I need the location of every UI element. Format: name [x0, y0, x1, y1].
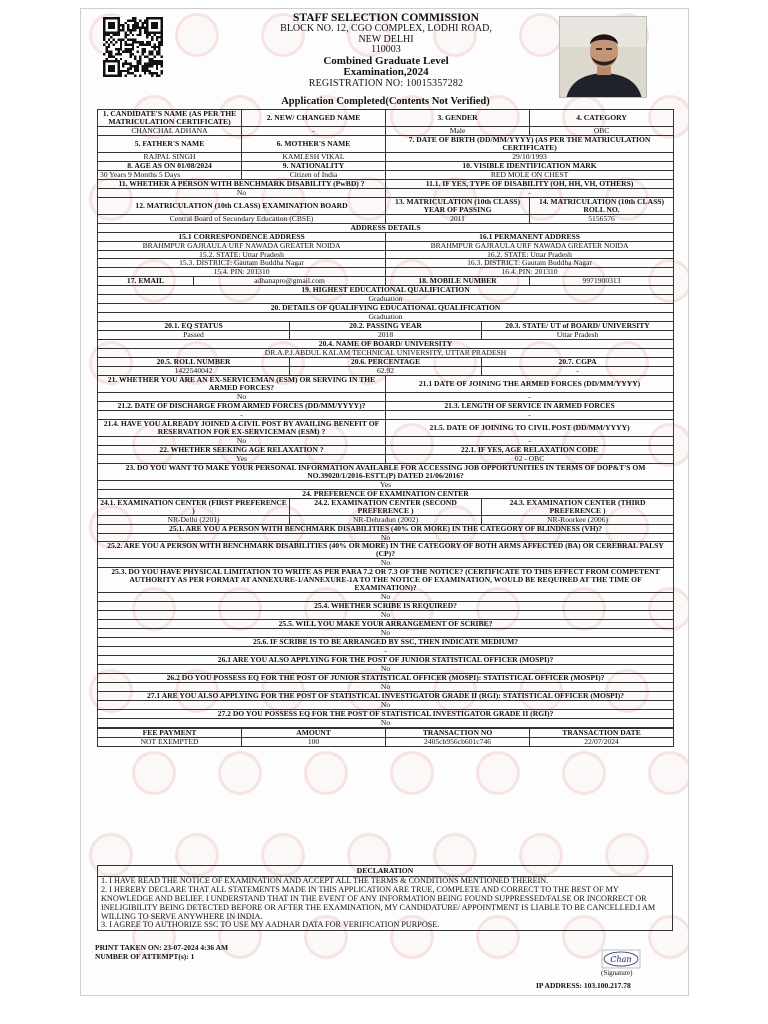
form-row: [98, 436, 674, 445]
field-value: -: [98, 410, 386, 419]
form-row: [98, 161, 674, 170]
field-label: FEE PAYMENT: [98, 728, 242, 737]
form-row: [98, 593, 674, 602]
field-label: 15.1 CORRESPONDENCE ADDRESS: [98, 232, 386, 241]
field-value: No: [98, 611, 674, 620]
address-line-2: NEW DELHI: [358, 33, 414, 45]
organization-name: STAFF SELECTION COMMISSION: [293, 12, 479, 24]
form-row: [98, 480, 674, 489]
form-row: [98, 214, 674, 223]
field-label: 9. NATIONALITY: [242, 161, 386, 170]
field-value: DR.A.P.J.ABDUL KALAM TECHNICAL UNIVERSITY, UTTAR PRADESH: [98, 349, 674, 358]
form-row: [98, 700, 674, 709]
form-row: [98, 463, 674, 480]
field-label: 24. PREFERENCE OF EXAMINATION CENTER: [98, 489, 674, 498]
form-row: [98, 542, 674, 559]
field-label: 20.6. PERCENTAGE: [290, 358, 482, 367]
field-value: Central Board of Secondary Education (CBSE): [98, 214, 386, 223]
form-row: [98, 718, 674, 727]
form-row: [98, 277, 674, 286]
field-label: 16.1 PERMANENT ADDRESS: [386, 232, 674, 241]
form-row: [98, 393, 674, 402]
field-value: 15.4. PIN: 201310: [98, 268, 386, 277]
field-value: -: [242, 126, 386, 135]
field-value: Graduation: [98, 313, 674, 322]
form-row: [98, 340, 674, 349]
form-row: [98, 410, 674, 419]
form-row: [98, 268, 674, 277]
form-row: [98, 682, 674, 691]
field-value: 29/10/1993: [386, 152, 674, 161]
form-row: [98, 524, 674, 533]
field-label: 27.1 ARE YOU ALSO APPLYING FOR THE POST OF STATISTICAL INVESTIGATOR GRADE II (RGI): STATISTICAL OFFICER (MOSPI)?: [98, 691, 674, 700]
field-value: KAMLESH VIKAL: [242, 152, 386, 161]
watermark-seal-icon: [132, 751, 176, 795]
form-row: [98, 568, 674, 593]
declaration-box: [97, 865, 673, 931]
form-row: [98, 322, 674, 331]
exam-name-line-2: Examination,2024: [343, 66, 429, 79]
form-row: [98, 358, 674, 367]
form-row: [98, 498, 674, 515]
print-footer: [95, 943, 228, 962]
field-value: NOT EXEMPTED: [98, 737, 242, 746]
field-value: adhanapro@gmail.com: [194, 277, 386, 286]
field-label: 14. MATRICULATION (10th CLASS) ROLL NO.: [530, 197, 674, 214]
declaration-point-2: 2. I HEREBY DECLARE THAT ALL STATEMENTS MADE IN THIS APPLICATION ARE TRUE, COMPLETE AND CORRECT TO THE BEST OF MY KNOWLEDGE AND BELIEF. I UNDERSTAND THAT IN THE EVENT OF ANY INFORMATION BEING FOUND SUPPRESSED/FALSE OR INCORRECT OR INELIGIBILITY BEING DETECTED BEFORE OR AFTER THE EXAMINATION, MY CANDIDATURE/ APPOINTMENT IS LIABLE TO BE CANCELLED.I AM WILLING TO SERVE ANYWHERE IN INDIA.: [101, 885, 656, 921]
field-label: 18. MOBILE NUMBER: [386, 277, 530, 286]
field-value: -: [386, 188, 674, 197]
signature-label: (Signature): [601, 969, 633, 977]
field-label: AMOUNT: [242, 728, 386, 737]
declaration-title: DECLARATION: [98, 866, 672, 877]
form-row: [98, 728, 674, 737]
field-label: 20.2. PASSING YEAR: [290, 322, 482, 331]
field-value: Yes: [98, 454, 386, 463]
form-row: [98, 419, 674, 436]
field-label: 21.5. DATE OF JOINING TO CIVIL POST (DD/MM/YYYY): [386, 419, 674, 436]
field-value: 5156576: [530, 214, 674, 223]
form-row: [98, 152, 674, 161]
form-row: [98, 376, 674, 393]
form-row: [98, 638, 674, 647]
field-value: 02 - OBC: [386, 454, 674, 463]
field-label: 4. CATEGORY: [530, 110, 674, 127]
field-value: 30 Years 9 Months 5 Days: [98, 170, 242, 179]
form-row: [98, 241, 674, 250]
field-value: 16.4. PIN: 201310: [386, 268, 674, 277]
field-label: 24.2. EXAMINATION CENTER (SECOND PREFERENCE ): [290, 498, 482, 515]
field-value: BRAHMPUR GAJRAULA URF NAWADA GREATER NOIDA: [98, 241, 386, 250]
field-value: Uttar Pradesh: [482, 331, 674, 340]
form-row: [98, 295, 674, 304]
application-details-table-wrapper: [97, 109, 673, 747]
address-line-1: BLOCK NO. 12, CGO COMPLEX, LODHI ROAD,: [280, 23, 492, 35]
form-row: [98, 401, 674, 410]
form-row: [98, 126, 674, 135]
field-label: 21.1 DATE OF JOINING THE ARMED FORCES (DD/MM/YYYY): [386, 376, 674, 393]
field-label: 20.1. EQ STATUS: [98, 322, 290, 331]
form-row: [98, 559, 674, 568]
field-value: 22/07/2024: [530, 737, 674, 746]
field-label: 3. GENDER: [386, 110, 530, 127]
field-label: 25.2. ARE YOU A PERSON WITH BENCHMARK DISABILITIES (40% OR MORE) IN THE CATEGORY OF BOTH ARMS AFFECTED (BA) OR CEREBRAL PALSY (CP)?: [98, 542, 674, 559]
field-value: NR-Roorkee (2006): [482, 515, 674, 524]
form-row: [98, 489, 674, 498]
registration-number: REGISTRATION NO: 10015357282: [308, 77, 464, 89]
qr-code-icon: [103, 17, 163, 77]
form-row: [98, 197, 674, 214]
form-row: [98, 232, 674, 241]
field-value: -: [482, 367, 674, 376]
form-row: [98, 665, 674, 674]
form-row: [98, 367, 674, 376]
application-form-page: [80, 8, 689, 996]
field-value: No: [98, 188, 386, 197]
application-details-table: [97, 109, 674, 747]
field-value: 2011: [386, 214, 530, 223]
field-value: Yes: [98, 480, 674, 489]
field-label: 17. EMAIL: [98, 277, 194, 286]
field-label: 25.3. DO YOU HAVE PHYSICAL LIMITATION TO WRITE AS PER PARA 7.2 OR 7.3 OF THE NOTICE? (CERTIFICATE TO THIS EFFECT FROM COMPETENT AUTHORITY AS PER FORMAT AT ANNEXURE-1/ANNEXURE-1A TO THE NOTICE OF EXAMINATION, WOULD BE REQUIRED AT THE TIME OF EXAMINATION)?: [98, 568, 674, 593]
field-label: 25.5. WILL YOU MAKE YOUR ARRANGEMENT OF SCRIBE?: [98, 620, 674, 629]
field-label: 23. DO YOU WANT TO MAKE YOUR PERSONAL INFORMATION AVAILABLE FOR ACCESSING JOB OPPORTUNITIES IN TERMS OF DOP&T'S OM NO.39020/1/2016-ESTT.(P) DATED 21/06/2016?: [98, 463, 674, 480]
field-label: 20.7. CGPA: [482, 358, 674, 367]
field-value: -: [386, 410, 674, 419]
watermark-seal-icon: [648, 751, 689, 795]
field-label: 7. DATE OF BIRTH (DD/MM/YYYY) (AS PER THE MATRICULATION CERTIFICATE): [386, 135, 674, 152]
field-value: No: [98, 393, 386, 402]
field-label: 8. AGE AS ON 01/08/2024: [98, 161, 242, 170]
field-value: OBC: [530, 126, 674, 135]
field-value: No: [98, 436, 386, 445]
field-label: 12. MATRICULATION (10th CLASS) EXAMINATION BOARD: [98, 197, 386, 214]
field-label: 27.2 DO YOU POSSESS EQ FOR THE POST OF STATISTICAL INVESTIGATOR GRADE II (RGI)?: [98, 709, 674, 718]
form-row: [98, 445, 674, 454]
candidate-photo: [559, 16, 647, 98]
field-value: 15.2. STATE: Uttar Pradesh: [98, 250, 386, 259]
form-row: [98, 647, 674, 656]
field-label: 24.3. EXAMINATION CENTER (THIRD PREFERENCE ): [482, 498, 674, 515]
field-label: 24.1. EXAMINATION CENTER (FIRST PREFERENCE ): [98, 498, 290, 515]
field-label: 25.6. IF SCRIBE IS TO BE ARRANGED BY SSC, THEN INDICATE MEDIUM?: [98, 638, 674, 647]
form-row: [98, 709, 674, 718]
watermark-seal-icon: [476, 751, 520, 795]
field-value: Graduation: [98, 295, 674, 304]
field-label: 22. WHETHER SEEKING AGE RELAXATION ?: [98, 445, 386, 454]
form-header: [81, 9, 689, 109]
signature-image: [601, 949, 641, 969]
form-row: [98, 454, 674, 463]
print-taken-on: PRINT TAKEN ON: 23-07-2024 4:36 AM: [95, 943, 229, 952]
field-value: RAJPAL SINGH: [98, 152, 242, 161]
form-row: [98, 313, 674, 322]
form-row: [98, 611, 674, 620]
field-label: 13. MATRICULATION (10th CLASS) YEAR OF PASSING: [386, 197, 530, 214]
field-label: 20.5. ROLL NUMBER: [98, 358, 290, 367]
field-label: 22.1. IF YES, AGE RELAXATION CODE: [386, 445, 674, 454]
form-row: [98, 656, 674, 665]
form-row: [98, 179, 674, 188]
field-value: No: [98, 593, 674, 602]
field-label: 21.3. LENGTH OF SERVICE IN ARMED FORCES: [386, 401, 674, 410]
form-row: [98, 533, 674, 542]
field-value: -: [386, 436, 674, 445]
pincode: 110003: [371, 44, 401, 56]
field-value: Passed: [98, 331, 290, 340]
field-label: 25.4. WHETHER SCRIBE IS REQUIRED?: [98, 602, 674, 611]
field-value: 9971900313: [530, 277, 674, 286]
field-value: Citizen of India: [242, 170, 386, 179]
field-label: 20.3. STATE/ UT of BOARD/ UNIVERSITY: [482, 322, 674, 331]
field-label: 5. FATHER'S NAME: [98, 135, 242, 152]
field-value: No: [98, 533, 674, 542]
field-label: 20. DETAILS OF QUALIFYING EDUCATIONAL QUALIFICATION: [98, 304, 674, 313]
form-row: [98, 259, 674, 268]
field-value: NR-Dehradun (2002): [290, 515, 482, 524]
form-row: [98, 515, 674, 524]
field-value: No: [98, 665, 674, 674]
ip-address: IP ADDRESS: 103.100.217.78: [536, 981, 631, 990]
form-row: [98, 250, 674, 259]
field-value: -: [98, 647, 674, 656]
form-row: [98, 737, 674, 746]
field-label: 26.2 DO YOU POSSESS EQ FOR THE POST OF JUNIOR STATISTICAL OFFICER (MOSPI): STATISTICAL OFFICER (MOSPI)?: [98, 674, 674, 683]
field-value: 2405cb956cb601c746: [386, 737, 530, 746]
form-row: [98, 629, 674, 638]
field-label: TRANSACTION DATE: [530, 728, 674, 737]
watermark-seal-icon: [218, 751, 262, 795]
form-row: [98, 188, 674, 197]
exam-name-line-1: Combined Graduate Level: [323, 54, 449, 67]
field-value: BRAHMPUR GAJRAULA URF NAWADA GREATER NOIDA: [386, 241, 674, 250]
form-row: [98, 135, 674, 152]
application-status: Application Completed(Contents Not Verified): [281, 96, 490, 107]
field-label: ADDRESS DETAILS: [98, 223, 674, 232]
field-value: 15.3. DISTRICT: Gautam Buddha Nagar: [98, 259, 386, 268]
field-label: 21.4. HAVE YOU ALREADY JOINED A CIVIL POST BY AVAILING BENEFIT OF RESERVATION FOR EX-SERVICEMAN (ESM) ?: [98, 419, 386, 436]
watermark-seal-icon: [390, 751, 434, 795]
field-label: TRANSACTION NO: [386, 728, 530, 737]
field-label: 11. WHETHER A PERSON WITH BENCHMARK DISABILITY (PwBD) ?: [98, 179, 386, 188]
watermark-seal-icon: [304, 751, 348, 795]
form-row: [98, 602, 674, 611]
field-label: 10. VISIBLE IDENTIFICATION MARK: [386, 161, 674, 170]
field-value: No: [98, 559, 674, 568]
form-row: [98, 286, 674, 295]
field-label: 25.1. ARE YOU A PERSON WITH BENCHMARK DISABILITIES (40% OR MORE) IN THE CATEGORY OF BLINDNESS (VH)?: [98, 524, 674, 533]
header-text-block: [221, 12, 551, 89]
declaration-point-1: 1. I HAVE READ THE NOTICE OF EXAMINATION AND ACCEPT ALL THE TERMS & CONDITIONS MENTIONED THEREIN.: [101, 876, 549, 886]
field-value: CHANCHAL ADHANA: [98, 126, 242, 135]
field-value: 16.2. STATE: Uttar Pradesh: [386, 250, 674, 259]
form-row: [98, 110, 674, 127]
field-value: No: [98, 700, 674, 709]
form-row: [98, 304, 674, 313]
form-row: [98, 620, 674, 629]
field-label: 21.2. DATE OF DISCHARGE FROM ARMED FORCES (DD/MM/YYYY)?: [98, 401, 386, 410]
field-label: 2. NEW/ CHANGED NAME: [242, 110, 386, 127]
field-value: No: [98, 718, 674, 727]
field-value: -: [386, 393, 674, 402]
form-row: [98, 349, 674, 358]
form-row: [98, 170, 674, 179]
form-row: [98, 674, 674, 683]
field-value: 16.3. DISTRICT: Gautam Buddha Nagar: [386, 259, 674, 268]
field-value: Male: [386, 126, 530, 135]
field-label: 1. CANDIDATE'S NAME (AS PER THE MATRICULATION CERTIFICATE): [98, 110, 242, 127]
declaration-point-3: 3. I AGREE TO AUTHORIZE SSC TO USE MY AADHAR DATA FOR VERIFICATION PURPOSE.: [101, 920, 440, 930]
watermark-seal-icon: [562, 751, 606, 795]
field-label: 19. HIGHEST EDUCATIONAL QUALIFICATION: [98, 286, 674, 295]
field-value: 100: [242, 737, 386, 746]
field-label: 21. WHETHER YOU ARE AN EX-SERVICEMAN (ESM) OR SERVING IN THE ARMED FORCES?: [98, 376, 386, 393]
field-value: 1422540042: [98, 367, 290, 376]
field-value: NR-Delhi (2201): [98, 515, 290, 524]
form-row: [98, 331, 674, 340]
field-label: 11.1. IF YES, TYPE OF DISABILITY (OH, HH, VH, OTHERS): [386, 179, 674, 188]
field-label: 6. MOTHER'S NAME: [242, 135, 386, 152]
field-value: No: [98, 682, 674, 691]
field-label: 26.1 ARE YOU ALSO APPLYING FOR THE POST OF JUNIOR STATISTICAL OFFICER (MOSPI)?: [98, 656, 674, 665]
form-row: [98, 223, 674, 232]
field-value: RED MOLE ON CHEST: [386, 170, 674, 179]
field-label: 20.4. NAME OF BOARD/ UNIVERSITY: [98, 340, 674, 349]
field-value: 62.92: [290, 367, 482, 376]
form-row: [98, 691, 674, 700]
field-value: 2018: [290, 331, 482, 340]
number-of-attempts: NUMBER OF ATTEMPT(s): 1: [95, 952, 195, 962]
field-value: No: [98, 629, 674, 638]
signature-text: Chan: [610, 955, 632, 964]
